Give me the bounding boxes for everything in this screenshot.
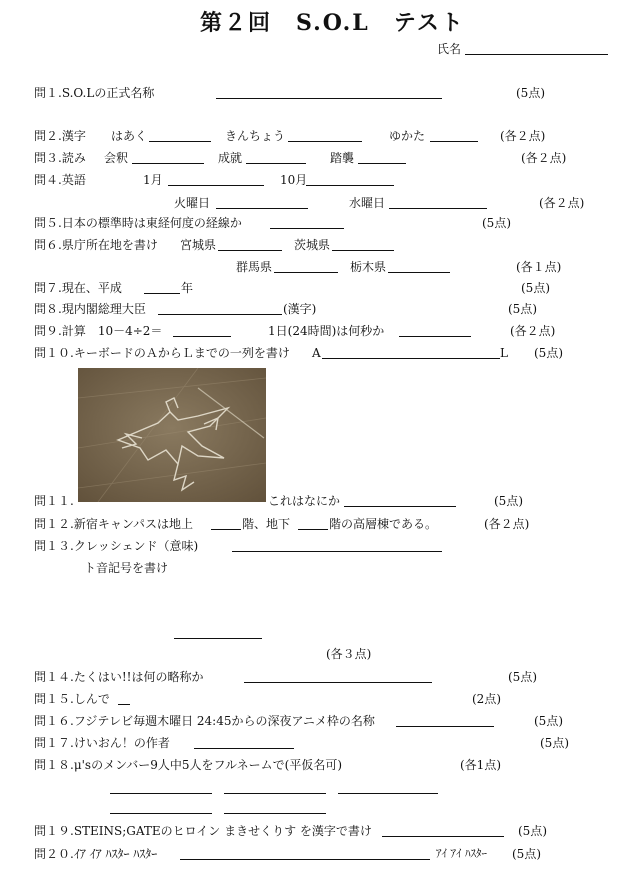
q2-word-2: きんちょう (225, 129, 286, 143)
q6-word-1: 宮城県 (180, 238, 217, 252)
q6-answer-2[interactable] (332, 250, 394, 251)
q11-label: 問１１. (34, 494, 74, 508)
q20-label: 問２０.ｲｱ ｲｱ ﾊｽﾀｰ ﾊｽﾀｰ (34, 847, 158, 861)
q9-label: 問９.計算 10－4÷2＝ (34, 324, 163, 338)
q20-points: (5点) (512, 847, 541, 861)
q15-label: 問１５.しんで (34, 692, 110, 706)
q13-label: 問１３.クレッシェンド（意味) (34, 539, 199, 553)
q12-tail: 階の高層棟である。 (329, 517, 438, 531)
q15-points: (2点) (472, 692, 501, 706)
name-label: 氏名 (437, 42, 462, 56)
q10-label: 問１０.キーボードのＡからＬまでの一列を書け (34, 346, 290, 360)
q18-answer-5[interactable] (224, 813, 326, 814)
q4-word-3: 火曜日 (174, 196, 211, 210)
q4-answer-4[interactable] (389, 208, 487, 209)
q17-label: 問１７.けいおん！の作者 (34, 736, 170, 750)
q8-points: (5点) (508, 302, 537, 316)
q13-clef-answer[interactable] (174, 638, 262, 639)
q10-answer[interactable] (322, 358, 500, 359)
q6-word-4: 栃木県 (350, 260, 387, 274)
q8-label: 問８.現内閣総理大臣 (34, 302, 146, 316)
q14-answer[interactable] (244, 682, 432, 683)
q1-label: 問１.S.O.Lの正式名称 (34, 86, 155, 100)
q10-start: A (312, 346, 321, 360)
q4-word-1: 1月 (143, 173, 163, 187)
q18-answer-3[interactable] (338, 793, 438, 794)
q12-label: 問１２.新宿キャンパスは地上 (34, 517, 193, 531)
q20-tail: ｱｲ ｱｲ ﾊｽﾀｰ (436, 847, 487, 860)
q16-answer[interactable] (396, 726, 494, 727)
q17-answer[interactable] (194, 748, 294, 749)
q8-answer[interactable] (158, 314, 282, 315)
q20-answer[interactable] (180, 859, 430, 860)
q10-end: L (500, 346, 508, 360)
q2-answer-3[interactable] (430, 141, 478, 142)
q9-points: (各２点) (510, 324, 556, 338)
q18-answer-2[interactable] (224, 793, 326, 794)
q14-label: 問１４.たくはい!!は何の略称か (34, 670, 204, 684)
q12-points: (各２点) (484, 517, 530, 531)
q4-answer-3[interactable] (216, 208, 308, 209)
q6-word-3: 群馬県 (236, 260, 273, 274)
q18-points: (各1点) (460, 758, 501, 772)
q4-answer-2[interactable] (306, 185, 394, 186)
q2-word-1: はあく (111, 129, 148, 143)
q19-points: (5点) (518, 824, 547, 838)
test-title: 第２回 S.O.L テスト (200, 10, 465, 36)
q7-points: (5点) (521, 281, 550, 295)
q18-answer-4[interactable] (110, 813, 212, 814)
q11-answer[interactable] (344, 506, 456, 507)
q6-word-2: 茨城県 (294, 238, 331, 252)
q1-answer[interactable] (216, 98, 442, 99)
q2-answer-1[interactable] (149, 141, 211, 142)
q3-answer-3[interactable] (358, 163, 406, 164)
q16-points: (5点) (534, 714, 563, 728)
name-field[interactable] (465, 54, 608, 55)
q19-answer[interactable] (382, 836, 504, 837)
q6-answer-3[interactable] (274, 272, 338, 273)
q2-label: 問２.漢字 (34, 129, 86, 143)
q3-answer-1[interactable] (132, 163, 204, 164)
q11-points: (5点) (494, 494, 523, 508)
q6-points: (各１点) (516, 260, 562, 274)
q2-answer-2[interactable] (288, 141, 362, 142)
q6-label: 問６.県庁所在地を書け (34, 238, 158, 252)
q11-question: これはなにか (268, 494, 341, 508)
q1-points: (5点) (516, 86, 545, 100)
q4-points: (各２点) (539, 196, 585, 210)
q4-word-4: 水曜日 (349, 196, 386, 210)
q5-points: (5点) (482, 216, 511, 230)
nazca-condor-photo (78, 368, 266, 502)
q16-label: 問１６.フジテレビ毎週木曜日 24:45からの深夜アニメ枠の名称 (34, 714, 375, 728)
q3-word-2: 成就 (218, 151, 243, 165)
q7-label: 問７.現在、平成 (34, 281, 122, 295)
q9-answer-2[interactable] (399, 336, 471, 337)
q12-mid: 階、地下 (242, 517, 291, 531)
q4-word-2: 10月 (280, 173, 308, 187)
q2-word-3: ゆかた (389, 129, 426, 143)
q5-label: 問５.日本の標準時は東経何度の経線か (34, 216, 242, 230)
q9-answer-1[interactable] (173, 336, 231, 337)
q8-suffix: (漢字) (283, 302, 317, 316)
q18-label: 問１８.μ'sのメンバー9人中5人をフルネームで(平仮名可) (34, 758, 343, 772)
q4-label: 問４.英語 (34, 173, 86, 187)
q18-answer-1[interactable] (110, 793, 212, 794)
q15-answer[interactable] (118, 704, 130, 705)
q7-answer[interactable] (144, 293, 180, 294)
q6-answer-4[interactable] (388, 272, 450, 273)
q14-points: (5点) (508, 670, 537, 684)
q13-points: (各３点) (326, 647, 372, 661)
q3-points: (各２点) (521, 151, 567, 165)
q4-answer-1[interactable] (168, 185, 264, 186)
q7-suffix: 年 (181, 281, 194, 295)
q3-answer-2[interactable] (246, 163, 306, 164)
q3-word-1: 会釈 (104, 151, 129, 165)
q19-label: 問１９.STEINS;GATEのヒロイン まきせくりす を漢字で書け (34, 824, 372, 838)
q13-answer[interactable] (232, 551, 442, 552)
q10-points: (5点) (534, 346, 563, 360)
q2-points: (各２点) (500, 129, 546, 143)
q12-answer-1[interactable] (211, 529, 241, 530)
q12-answer-2[interactable] (298, 529, 328, 530)
q6-answer-1[interactable] (218, 250, 282, 251)
q9-word-2: 1日(24時間)は何秒か (268, 324, 385, 338)
q17-points: (5点) (540, 736, 569, 750)
q5-answer[interactable] (270, 228, 344, 229)
q3-word-3: 踏襲 (330, 151, 355, 165)
q3-label: 問３.読み (34, 151, 86, 165)
q13-sub-label: ト音記号を書け (84, 561, 169, 575)
